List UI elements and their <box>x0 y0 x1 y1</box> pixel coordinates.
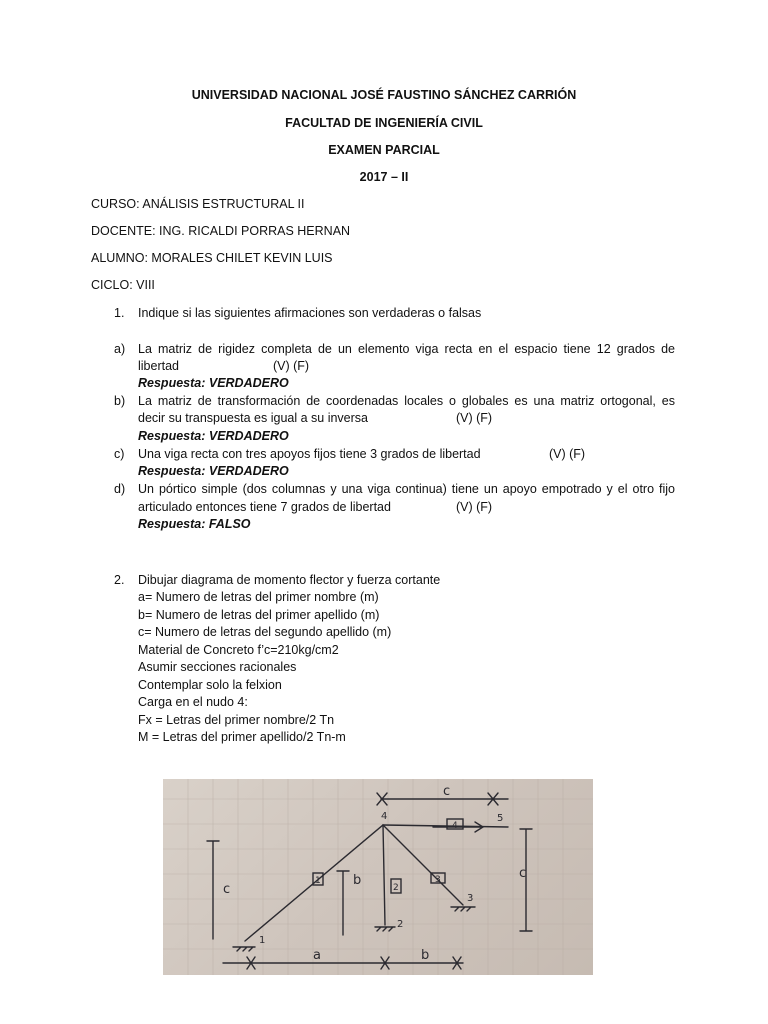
q2-line-4: Material de Concreto f’c=210kg/cm2 <box>138 643 339 657</box>
q2-line-7: Carga en el nudo 4: <box>138 695 248 709</box>
cycle-line: CICLO: VIII <box>91 278 155 292</box>
q2-line-6: Contemplar solo la felxion <box>138 678 282 692</box>
item-a-options: (V) (F) <box>273 359 310 373</box>
faculty-title: FACULTAD DE INGENIERÍA CIVIL <box>285 116 483 130</box>
label-member-1: 1 <box>315 876 321 886</box>
label-node-4: 4 <box>381 811 388 822</box>
label-a-bottom: a <box>313 948 321 963</box>
item-c-answer: Respuesta: VERDADERO <box>138 464 289 478</box>
university-title: UNIVERSIDAD NACIONAL JOSÉ FAUSTINO SÁNCHEZ CARRIÓN <box>191 88 577 102</box>
q2-line-0: Dibujar diagrama de momento flector y fuerza cortante <box>138 573 441 587</box>
label-c-right: c <box>519 866 527 881</box>
item-b-options: (V) (F) <box>456 411 493 425</box>
label-member-4: 4 <box>452 821 458 831</box>
q2-line-1: a= Numero de letras del primer nombre (m) <box>138 590 379 604</box>
item-c-label: c) <box>114 447 125 461</box>
label-c-top: c <box>443 784 451 799</box>
q2-line-2: b= Numero de letras del primer apellido (m) <box>138 608 380 622</box>
label-node-1: 1 <box>259 935 266 946</box>
item-a-label: a) <box>114 342 126 356</box>
label-b-middle: b <box>353 873 362 888</box>
q2-line-9: M = Letras del primer apellido/2 Tn-m <box>138 730 346 744</box>
label-node-2: 2 <box>397 919 404 930</box>
item-c-line1: Una viga recta con tres apoyos fijos tiene 3 grados de libertad <box>138 447 481 461</box>
middle-dimension <box>337 871 349 935</box>
label-member-3: 3 <box>435 875 441 885</box>
item-d-line1: Un pórtico simple (dos columnas y una viga continua) tiene un apoyo empotrado y el otro fijo <box>138 482 675 496</box>
exam-title: EXAMEN PARCIAL <box>328 143 440 157</box>
item-c-options: (V) (F) <box>549 447 586 461</box>
item-a-line1: La matriz de rigidez completa de un elemento viga recta en el espacio tiene 12 grados de <box>138 342 675 356</box>
item-a-line2: libertad <box>138 359 179 373</box>
q1-number: 1. <box>114 306 125 320</box>
frame-sketch-photo <box>163 779 593 975</box>
item-d-answer: Respuesta: FALSO <box>138 517 251 531</box>
student-line: ALUMNO: MORALES CHILET KEVIN LUIS <box>91 251 333 265</box>
item-d-line2: articulado entonces tiene 7 grados de libertad <box>138 500 391 514</box>
item-b-answer: Respuesta: VERDADERO <box>138 429 289 443</box>
label-c-left: c <box>223 882 231 897</box>
label-node-3: 3 <box>467 893 474 904</box>
item-d-options: (V) (F) <box>456 500 493 514</box>
item-b-label: b) <box>114 394 126 408</box>
period-title: 2017 – II <box>359 170 409 184</box>
q1-text: Indique si las siguientes afirmaciones son verdaderas o falsas <box>138 306 482 320</box>
q2-line-5: Asumir secciones racionales <box>138 660 297 674</box>
q2-line-8: Fx = Letras del primer nombre/2 Tn <box>138 713 335 727</box>
q2-number: 2. <box>114 573 125 587</box>
item-b-line1: La matriz de transformación de coordenadas locales o globales es una matriz ortogonal, es <box>138 394 675 408</box>
label-member-2: 2 <box>393 883 399 893</box>
label-node-5: 5 <box>497 813 504 824</box>
course-line: CURSO: ANÁLISIS ESTRUCTURAL II <box>91 197 305 211</box>
q2-line-3: c= Numero de letras del segundo apellido (m) <box>138 625 392 639</box>
support-2 <box>375 927 395 931</box>
item-d-label: d) <box>114 482 126 496</box>
label-b-bottom: b <box>421 948 430 963</box>
load-arrow <box>433 822 483 832</box>
member-2-line <box>383 825 385 925</box>
frame-sketch <box>163 779 593 975</box>
member-1-line <box>245 825 383 941</box>
item-b-line2: decir su transpuesta es igual a su inversa <box>138 411 368 425</box>
item-a-answer: Respuesta: VERDADERO <box>138 376 289 390</box>
teacher-line: DOCENTE: ING. RICALDI PORRAS HERNAN <box>91 224 351 238</box>
